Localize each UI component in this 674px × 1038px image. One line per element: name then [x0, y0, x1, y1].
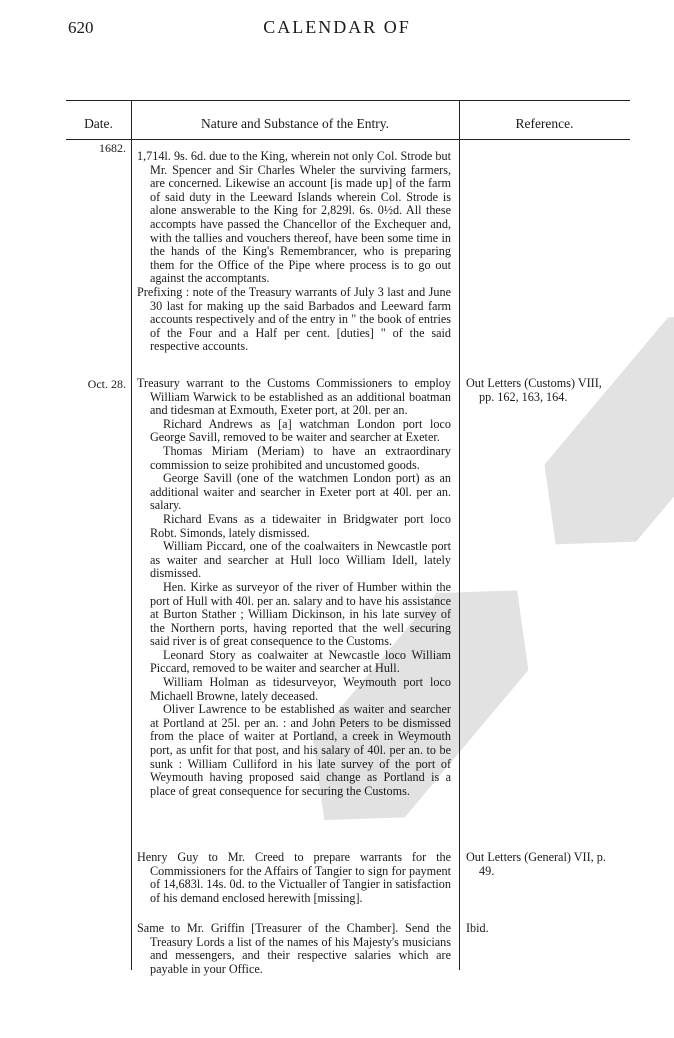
entry-paragraph: Leonard Story as coalwaiter at Newcastle loco William Piccard, removed to be waiter and searcher at Hull.: [150, 647, 451, 676]
entry-paragraph: Richard Andrews as [a] watchman London port loco George Savill, removed to be waiter and searcher at Exeter.: [150, 416, 451, 445]
entry-paragraph: Thomas Miriam (Meriam) to have an extraordinary commission to seize prohibited and uncustomed goods.: [150, 443, 451, 472]
reference-text: Out Letters (General) VII, p. 49.: [466, 850, 606, 878]
entry-paragraph: Richard Evans as a tidewaiter in Bridgwater port loco Robt. Simonds, lately dismissed.: [150, 511, 451, 540]
entry-paragraph: Henry Guy to Mr. Creed to prepare warrants for the Commissioners for the Affairs of Tangier to sign for payment of 14,683l. 14s. 0d. to the Victualler of Tangier in satisfaction of his demand enclosed herewith [missing].: [137, 850, 451, 905]
entry-date: 1682.: [99, 141, 126, 155]
entry-text: [137, 377, 451, 798]
entry-paragraph: William Piccard, one of the coalwaiters in Newcastle port as waiter and searcher at Hull loco William Idell, lately dismissed.: [150, 539, 451, 581]
entry-paragraph: Treasury warrant to the Customs Commissioners to employ William Warwick to be established as an additional boatman and tidesman at Exmouth, Exeter port, at 20l. per an.: [137, 376, 451, 418]
running-title: CALENDAR OF: [263, 17, 411, 37]
reference-text: Out Letters (Customs) VIII, pp. 162, 163, 164.: [466, 376, 602, 404]
entry-date: Oct. 28.: [87, 377, 126, 391]
column-divider-left: [131, 100, 132, 970]
table-top-rule: [66, 100, 630, 101]
column-divider-right: [459, 100, 460, 970]
entry-reference: [466, 377, 616, 404]
reference-text: Ibid.: [466, 921, 489, 935]
page-number: 620: [68, 18, 94, 37]
entry-paragraph: George Savill (one of the watchmen London port) as an additional waiter and searcher in Exeter port at 40l. per an. salary.: [150, 471, 451, 513]
entry-paragraph: Oliver Lawrence to be established as waiter and searcher at Portland at 25l. per an. : and John Peters to be dismissed from the place of waiter at Portland, a creek in Weymouth port, as unfit for that post, and his salary of 40l. per an. to be sunk : William Culliford in his late survey of the port of Weymouth having proposed said change as Portland is a place of great consequence for securing the Customs.: [150, 702, 451, 798]
entry-text: [137, 150, 451, 354]
entry-reference: [466, 851, 616, 878]
entry-paragraph: William Holman as tidesurveyor, Weymouth port loco Michaell Browne, lately deceased.: [150, 675, 451, 703]
column-header-date: Date.: [84, 116, 113, 131]
entry-paragraph: 1,714l. 9s. 6d. due to the King, wherein not only Col. Strode but Mr. Spencer and Sir Charles Wheler the surviving farmers, are concerned. Likewise an account [is made up] of the farm of said duty in the Leeward Islands wherein Col. Strode is alone answerable to the King for 2,829l. 6s. 0½d. All these accompts have passed the Chancellor of the Exchequer and, with the tallies and vouchers thereof, have been some time in the hands of the King's Remembrancer, who is preparing them for the Office of the Pipe where process is to go out against the accomptants.: [137, 149, 451, 286]
entry-reference: [466, 922, 616, 936]
column-header-nature: Nature and Substance of the Entry.: [200, 116, 390, 131]
entry-text: [137, 851, 451, 905]
entry-paragraph: Hen. Kirke as surveyor of the river of Humber within the port of Hull with 40l. per an. salary and to have his assistance at Burton Stather ; William Dickinson, in his late survey of the Northern ports, having reported that the well securing said river is of great consequence to the Customs.: [150, 579, 451, 649]
entry-paragraph: Same to Mr. Griffin [Treasurer of the Chamber]. Send the Treasury Lords a list of the names of his Majesty's musicians and messengers, and their respective salaries which are payable in your Office.: [137, 921, 451, 976]
entry-text: [137, 922, 451, 976]
table-header-rule: [66, 139, 630, 140]
column-header-reference: Reference.: [515, 116, 574, 131]
entry-paragraph: Prefixing : note of the Treasury warrants of July 3 last and June 30 last for making up the said Barbados and Leeward farm accounts respectively and of the entry in " the book of entries of the Four and a Half per cent. [duties] " of the said respective accounts.: [137, 284, 451, 354]
